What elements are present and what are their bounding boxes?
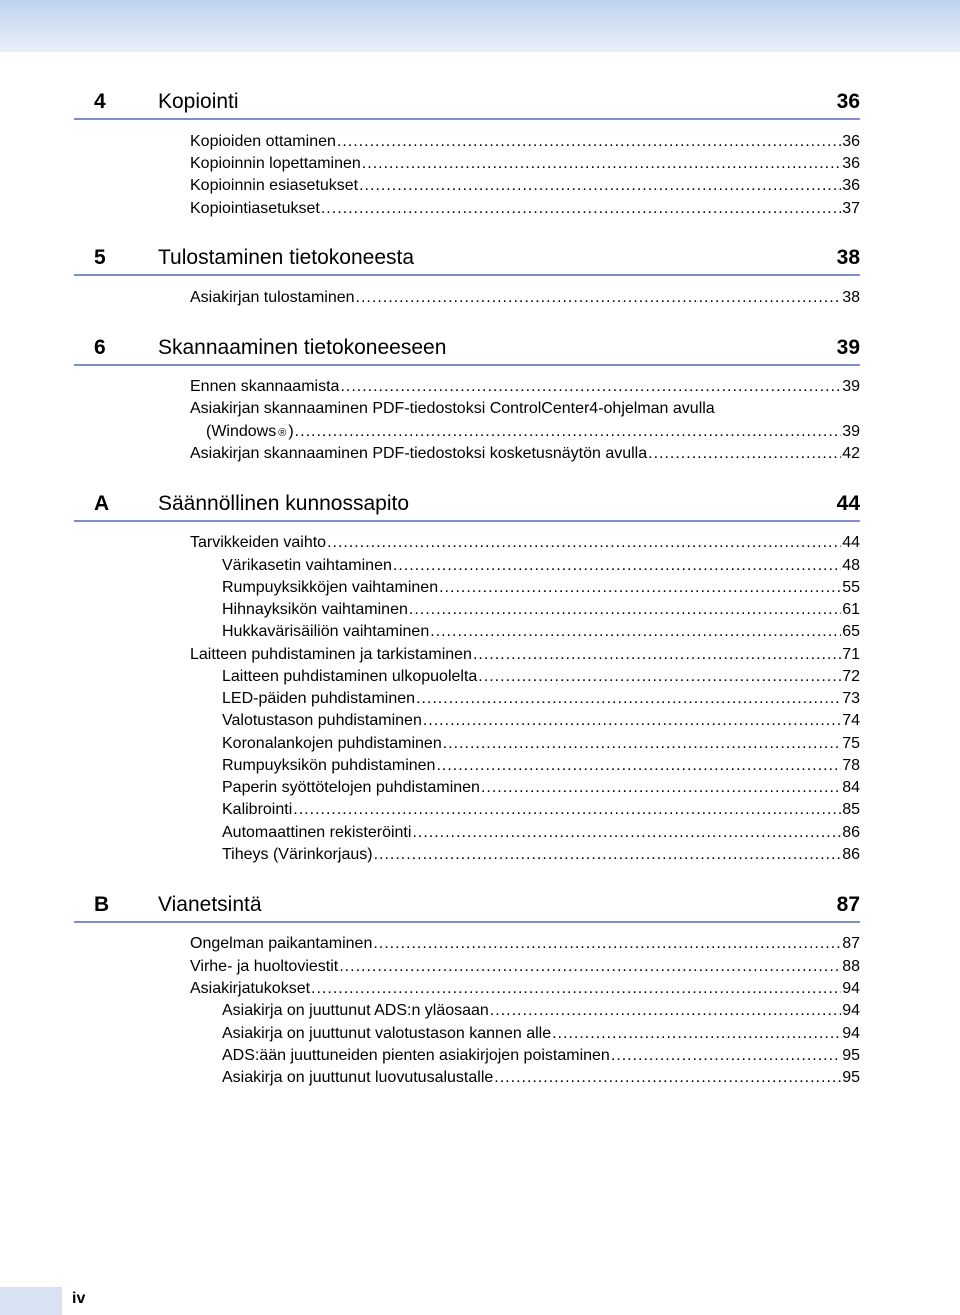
toc-entry[interactable]: ADS:ään juuttuneiden pienten asiakirjojen poistaminen ..... 95 [222,1045,860,1067]
chapter-number: 4 [94,90,106,113]
toc-entry[interactable]: Asiakirja on juuttunut valotustason kannen alle ..... 94 [222,1023,860,1045]
toc-entry[interactable]: LED-päiden puhdistaminen ..... 73 [222,688,860,710]
toc-entry[interactable]: Tiheys (Värinkorjaus) ..... 86 [222,844,860,866]
page-number: iv [72,1290,86,1307]
chapter-page: 36 [836,90,860,113]
chapter-title: Skannaaminen tietokoneeseen [158,336,447,359]
toc-entry-line1[interactable]: Asiakirjan skannaaminen PDF-tiedostoksi ControlCenter4-ohjelman avulla [190,400,715,417]
chapter-number: B [94,893,110,916]
toc-entry[interactable]: Automaattinen rekisteröinti ..... 86 [222,822,860,844]
chapter-heading [74,242,860,276]
chapter-heading [74,86,860,120]
chapter-title: Kopiointi [158,90,239,113]
chapter-title: Säännöllinen kunnossapito [158,492,410,515]
toc-entry[interactable]: Rumpuyksikköjen vaihtaminen ..... 55 [222,577,860,599]
toc-entry[interactable]: Ennen skannaamista ..... 39 [190,376,860,398]
toc-entry[interactable]: Asiakirja on juuttunut luovutusalustalle ..... 95 [222,1067,860,1089]
chapter-title: Vianetsintä [158,893,262,916]
toc-entry[interactable]: Asiakirjan tulostaminen ..... 38 [190,287,860,309]
toc-entry[interactable]: Kopioiden ottaminen ..... 36 [190,131,860,153]
chapter-page: 87 [836,893,860,916]
toc-entry[interactable]: Värikasetin vaihtaminen ..... 48 [222,555,860,577]
toc-entry[interactable]: Koronalankojen puhdistaminen ..... 75 [222,733,860,755]
toc-entry[interactable]: Tarvikkeiden vaihto ..... 44 [190,532,860,554]
chapter-heading [74,332,860,366]
toc-entry[interactable]: Laitteen puhdistaminen ulkopuolelta ..... 72 [222,666,860,688]
chapter-number: 6 [94,336,106,359]
toc-entry[interactable]: Hihnayksikön vaihtaminen ..... 61 [222,599,860,621]
toc-entry[interactable]: Ongelman paikantaminen ..... 87 [190,933,860,955]
toc-entry[interactable]: Paperin syöttötelojen puhdistaminen ..... 84 [222,777,860,799]
toc-entry[interactable]: Asiakirja on juuttunut ADS:n yläosaan ..... 94 [222,1000,860,1022]
chapter-page: 44 [836,492,860,515]
toc-entry[interactable]: Kopiointiasetukset ..... 37 [190,198,860,220]
toc-entry[interactable]: Asiakirjatukokset ..... 94 [190,978,860,1000]
chapter-page: 38 [836,246,860,269]
toc-entry[interactable]: (Windows ® ) ..... 39 [206,421,860,443]
chapter-number: 5 [94,246,106,269]
footer-tab [0,1287,62,1315]
toc-entry[interactable]: Hukkavärisäiliön vaihtaminen ..... 65 [222,621,860,643]
toc-entry[interactable]: Virhe- ja huoltoviestit ..... 88 [190,956,860,978]
registered-mark: ® [278,427,287,439]
toc-entry[interactable]: Valotustason puhdistaminen ..... 74 [222,710,860,732]
toc-entry[interactable]: Kopioinnin esiasetukset ..... 36 [190,175,860,197]
chapter-page: 39 [836,336,860,359]
toc-entry[interactable]: Asiakirjan skannaaminen PDF-tiedostoksi kosketusnäytön avulla ..... 42 [190,443,860,465]
toc-entry[interactable]: Rumpuyksikön puhdistaminen ..... 78 [222,755,860,777]
chapter-heading [74,488,860,522]
chapter-number: A [94,492,110,515]
chapter-title: Tulostaminen tietokoneesta [158,246,415,269]
chapter-heading [74,889,860,923]
toc-entry[interactable]: Kalibrointi ..... 85 [222,799,860,821]
toc-entry[interactable]: Kopioinnin lopettaminen ..... 36 [190,153,860,175]
toc-entry[interactable]: Laitteen puhdistaminen ja tarkistaminen ..... 71 [190,644,860,666]
